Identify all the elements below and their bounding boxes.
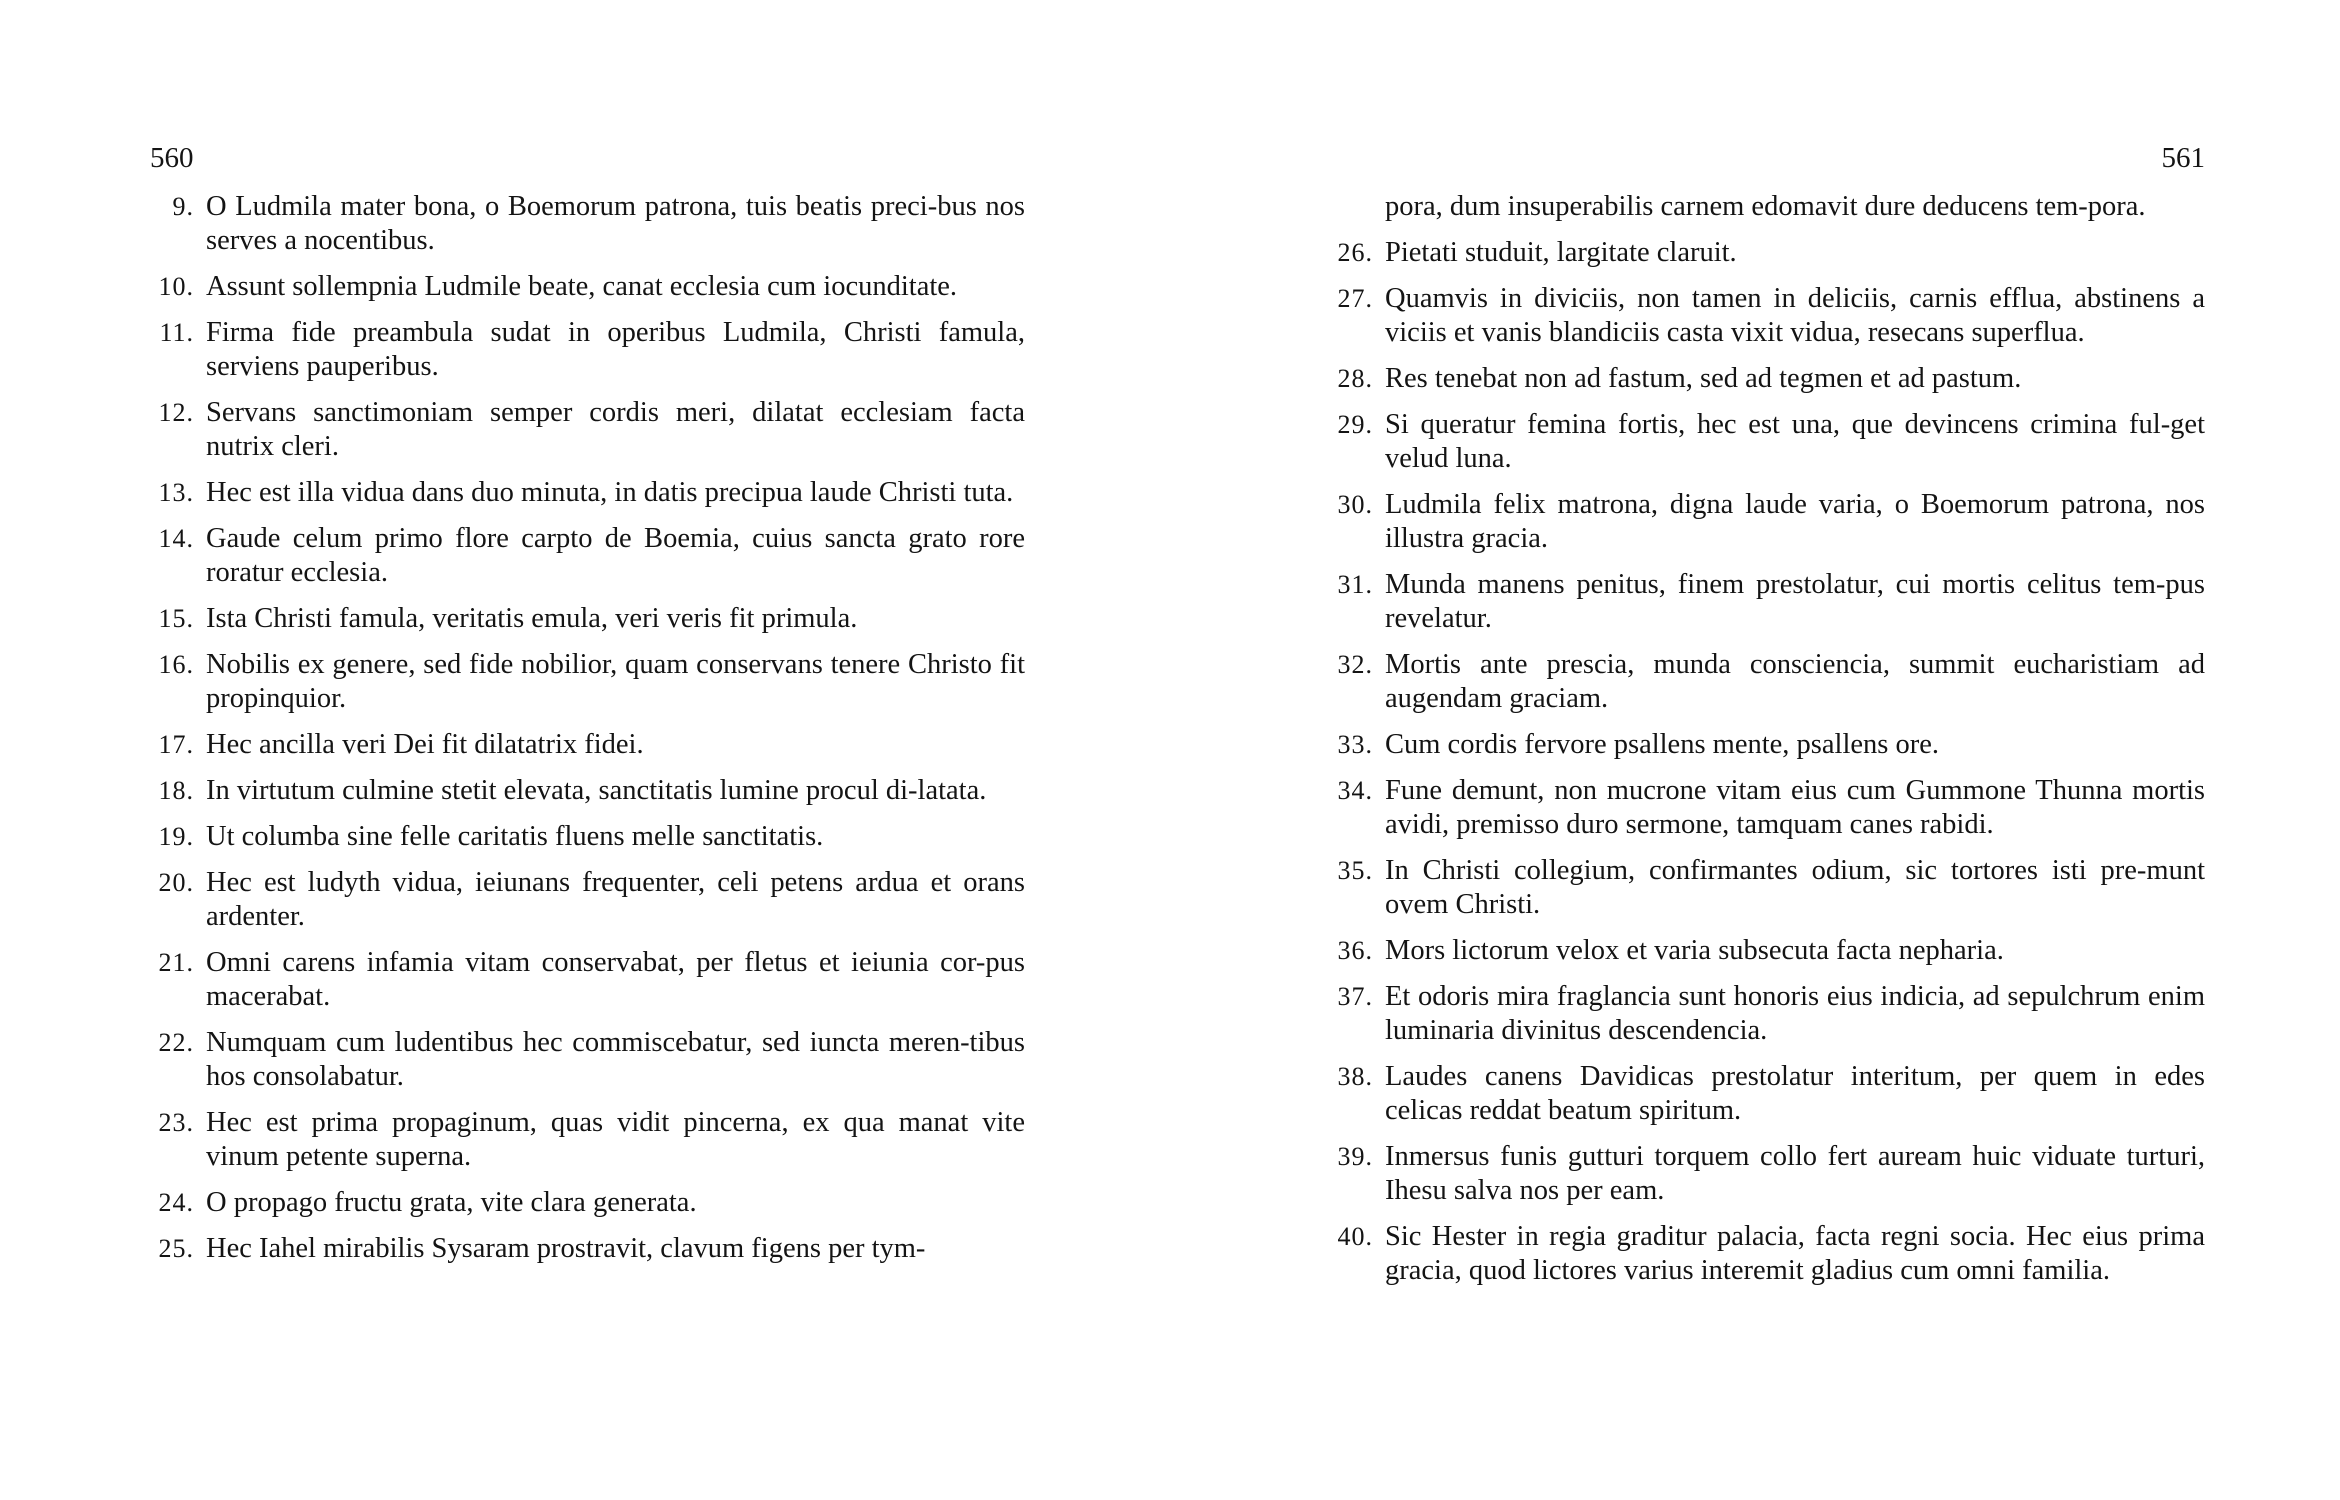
- verse-text: Cum cordis fervore psallens mente, psallens ore.: [1385, 729, 1940, 760]
- verse-text: O Ludmila mater bona, o Boemorum patrona, tuis beatis preci-bus nos serves a nocentibus.: [206, 191, 1025, 256]
- verse-32: [1325, 648, 2205, 716]
- verse-number: 11.: [159, 318, 194, 347]
- verse-text: Firma fide preambula sudat in operibus Ludmila, Christi famula, serviens pauperibus.: [206, 317, 1025, 382]
- verse-text: In virtutum culmine stetit elevata, sanctitatis lumine procul di-latata.: [206, 775, 987, 806]
- verse-number: 23.: [158, 1108, 194, 1137]
- verse-number: 24.: [158, 1188, 194, 1217]
- verse-text: Et odoris mira fraglancia sunt honoris eius indicia, ad sepulchrum enim luminaria divinitus descendencia.: [1385, 981, 2205, 1046]
- verse-34: [1325, 774, 2205, 842]
- verse-25-continuation: pora, dum insuperabilis carnem edomavit dure deducens tem-pora.: [1385, 191, 2146, 222]
- verse-number: 29.: [1337, 410, 1373, 439]
- verse-number: 32.: [1337, 650, 1373, 679]
- verse-number: 21.: [158, 948, 194, 977]
- verse-number: 40.: [1337, 1222, 1373, 1251]
- verse-text: Si queratur femina fortis, hec est una, que devincens crimina ful-get velud luna.: [1385, 409, 2205, 474]
- verse-19: [150, 820, 1025, 854]
- verse-list: [1325, 190, 2205, 1300]
- verse-29: [1325, 408, 2205, 476]
- verse-text: Mortis ante prescia, munda consciencia, summit eucharistiam ad augendam graciam.: [1385, 649, 2205, 714]
- verse-text: Fune demunt, non mucrone vitam eius cum Gummone Thunna mortis avidi, premisso duro sermone, tamquam canes rabidi.: [1385, 775, 2205, 840]
- verse-text: Hec est ludyth vidua, ieiunans frequenter, celi petens ardua et orans ardenter.: [206, 867, 1025, 932]
- verse-number: 14.: [158, 524, 194, 553]
- verse-25: [150, 1232, 1025, 1266]
- verse-text: Ludmila felix matrona, digna laude varia, o Boemorum patrona, nos illustra gracia.: [1385, 489, 2205, 554]
- verse-text: Omni carens infamia vitam conservabat, per fletus et ieiunia cor-pus macerabat.: [206, 947, 1025, 1012]
- verse-31: [1325, 568, 2205, 636]
- page-number: 560: [150, 142, 194, 174]
- verse-15: [150, 602, 1025, 636]
- verse-number: 16.: [158, 650, 194, 679]
- verse-14: [150, 522, 1025, 590]
- verse-number: 33.: [1337, 730, 1373, 759]
- verse-text: In Christi collegium, confirmantes odium, sic tortores isti pre-munt ovem Christi.: [1385, 855, 2205, 920]
- verse-text: Ut columba sine felle caritatis fluens melle sanctitatis.: [206, 821, 824, 852]
- verse-text: Res tenebat non ad fastum, sed ad tegmen et ad pastum.: [1385, 363, 2022, 394]
- verse-17: [150, 728, 1025, 762]
- verse-21: [150, 946, 1025, 1014]
- left-page: [150, 0, 1025, 1500]
- verse-text: Gaude celum primo flore carpto de Boemia, cuius sancta grato rore roratur ecclesia.: [206, 523, 1025, 588]
- verse-30: [1325, 488, 2205, 556]
- verse-text: Hec est prima propaginum, quas vidit pincerna, ex qua manat vite vinum petente superna.: [206, 1107, 1025, 1172]
- verse-37: [1325, 980, 2205, 1048]
- verse-number: 36.: [1337, 936, 1373, 965]
- verse-33: [1325, 728, 2205, 762]
- verse-number: 9.: [172, 192, 194, 221]
- verse-number: 17.: [158, 730, 194, 759]
- verse-13: [150, 476, 1025, 510]
- verse-28: [1325, 362, 2205, 396]
- verse-text: Pietati studuit, largitate claruit.: [1385, 237, 1737, 268]
- verse-text: Nobilis ex genere, sed fide nobilior, quam conservans tenere Christo fit propinquior.: [206, 649, 1025, 714]
- verse-number: 39.: [1337, 1142, 1373, 1171]
- verse-36: [1325, 934, 2205, 968]
- verse-12: [150, 396, 1025, 464]
- verse-text: Hec ancilla veri Dei fit dilatatrix fidei.: [206, 729, 644, 760]
- verse-22: [150, 1026, 1025, 1094]
- verse-text: Hec Iahel mirabilis Sysaram prostravit, clavum figens per tym-: [206, 1233, 926, 1264]
- verse-number: 30.: [1337, 490, 1373, 519]
- verse-10: [150, 270, 1025, 304]
- verse-number: 10.: [158, 272, 194, 301]
- verse-text: Inmersus funis gutturi torquem collo fert auream huic viduate turturi, Ihesu salva nos per eam.: [1385, 1141, 2205, 1206]
- verse-16: [150, 648, 1025, 716]
- verse-number: 37.: [1337, 982, 1373, 1011]
- verse-number: 15.: [158, 604, 194, 633]
- verse-text: Assunt sollempnia Ludmile beate, canat ecclesia cum iocunditate.: [206, 271, 958, 302]
- verse-number: 34.: [1337, 776, 1373, 805]
- verse-35: [1325, 854, 2205, 922]
- verse-number: 12.: [158, 398, 194, 427]
- verse-27: [1325, 282, 2205, 350]
- verse-20: [150, 866, 1025, 934]
- verse-number: 31.: [1337, 570, 1373, 599]
- verse-18: [150, 774, 1025, 808]
- page-number: 561: [2161, 142, 2205, 174]
- verse-number: 28.: [1337, 364, 1373, 393]
- verse-text: Munda manens penitus, finem prestolatur, cui mortis celitus tem-pus revelatur.: [1385, 569, 2205, 634]
- verse-text: Quamvis in diviciis, non tamen in deliciis, carnis efflua, abstinens a viciis et vanis blandiciis casta vixit vidua, resecans superflua.: [1385, 283, 2205, 348]
- verse-number: 22.: [158, 1028, 194, 1057]
- verse-text: O propago fructu grata, vite clara generata.: [206, 1187, 697, 1218]
- verse-number: 38.: [1337, 1062, 1373, 1091]
- verse-number: 20.: [158, 868, 194, 897]
- verse-text: Sic Hester in regia graditur palacia, facta regni socia. Hec eius prima gracia, quod lictores varius interemit gladius cum omni familia.: [1385, 1221, 2205, 1286]
- verse-26: [1325, 236, 2205, 270]
- verse-number: 18.: [158, 776, 194, 805]
- verse-text: Numquam cum ludentibus hec commiscebatur, sed iuncta meren-tibus hos consolabatur.: [206, 1027, 1025, 1092]
- verse-39: [1325, 1140, 2205, 1208]
- verse-number: 13.: [158, 478, 194, 507]
- verse-text: Mors lictorum velox et varia subsecuta facta nepharia.: [1385, 935, 2004, 966]
- verse-number: 27.: [1337, 284, 1373, 313]
- verse-11: [150, 316, 1025, 384]
- right-page: [1325, 0, 2205, 1500]
- verse-text: Hec est illa vidua dans duo minuta, in datis precipua laude Christi tuta.: [206, 477, 1014, 508]
- verse-40: [1325, 1220, 2205, 1288]
- verse-text: Laudes canens Davidicas prestolatur interitum, per quem in edes celicas reddat beatum spiritum.: [1385, 1061, 2205, 1126]
- verse-text: Servans sanctimoniam semper cordis meri, dilatat ecclesiam facta nutrix cleri.: [206, 397, 1025, 462]
- verse-23: [150, 1106, 1025, 1174]
- verse-number: 25.: [158, 1234, 194, 1263]
- verse-9: [150, 190, 1025, 258]
- verse-text: Ista Christi famula, veritatis emula, veri veris fit primula.: [206, 603, 858, 634]
- verse-number: 26.: [1337, 238, 1373, 267]
- verse-24: [150, 1186, 1025, 1220]
- verse-number: 35.: [1337, 856, 1373, 885]
- verse-number: 19.: [158, 822, 194, 851]
- verse-list: [150, 190, 1025, 1278]
- verse-38: [1325, 1060, 2205, 1128]
